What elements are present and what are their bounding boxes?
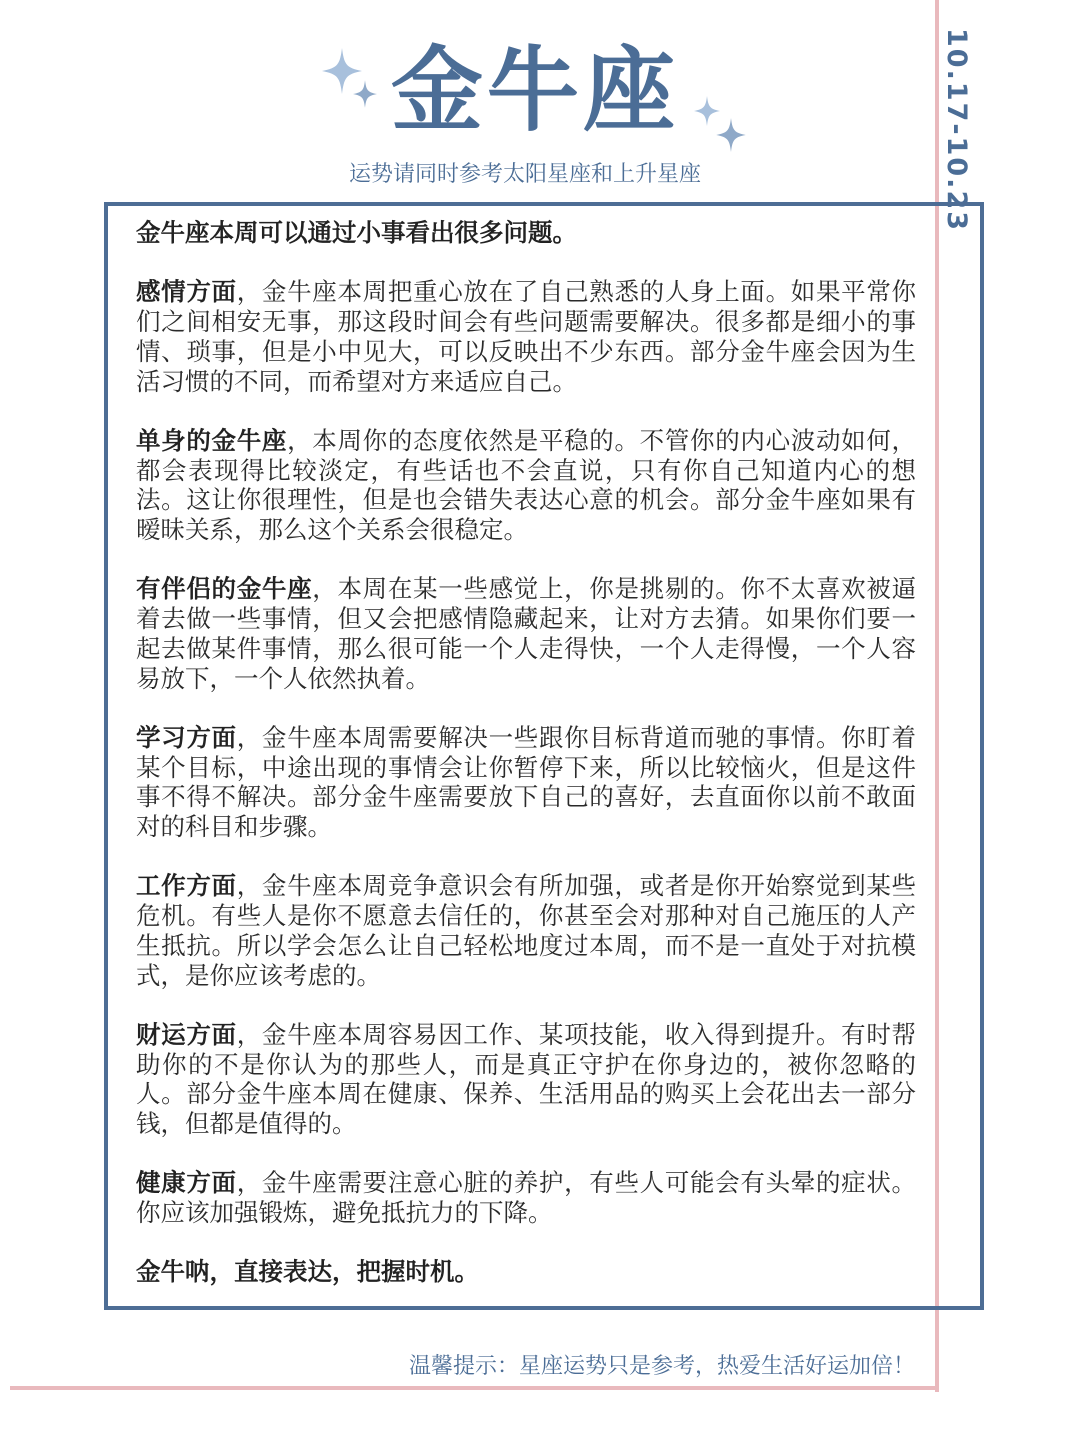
page-title: 金牛座	[390, 37, 679, 144]
section-study: 学习方面，金牛座本周需要解决一些跟你目标背道而驰的事情。你盯着某个目标，中途出现的事情会让你暂停下来，所以比较恼火，但是这件事不得不解决。部分金牛座需要放下自己的喜好，去直面你以前不敢面对的科目和步骤。	[136, 722, 916, 841]
outro-paragraph: 金牛呐，直接表达，把握时机。	[136, 1257, 479, 1287]
date-range: 10.17-10.23	[941, 28, 972, 233]
section-single: 单身的金牛座，本周你的态度依然是平稳的。不管你的内心波动如何，都会表现得比较淡定，有些话也不会直说，只有你自己知道内心的想法。这让你很理性，但是也会错失表达心意的机会。部分金牛座如果有暧昧关系，那么这个关系会很稳定。	[136, 425, 917, 544]
sparkle-icon	[353, 80, 377, 108]
section-health: 健康方面，金牛座需要注意心脏的养护，有些人可能会有头晕的症状。你应该加强锻炼，避免抵抗力的下降。	[136, 1168, 916, 1228]
pink-horizontal-line	[10, 1386, 939, 1390]
section-love: 感情方面，金牛座本周把重心放在了自己熟悉的人身上面。如果平常你们之间相安无事，那这段时间会有些问题需要解决。很多都是细小的事情、琐事，但是小中见大，可以反映出不少东西。部分金牛座会因为生活习惯的不同，而希望对方来适应自己。	[136, 277, 916, 396]
intro-paragraph: 金牛座本周可以通过小事看出很多问题。	[136, 218, 577, 247]
sparkle-icon	[716, 118, 746, 152]
section-wealth: 财运方面，金牛座本周容易因工作、某项技能，收入得到提升。有时帮助你的不是你认为的那些人，而是真正守护在你身边的，被你忽略的人。部分金牛座本周在健康、保养、生活用品的购买上会花出去一部分钱，但都是值得的。	[136, 1019, 916, 1138]
footer-tip: 温馨提示：星座运势只是参考，热爱生活好运加倍！	[408, 1354, 915, 1379]
subtitle: 运势请同时参考太阳星座和上升星座	[348, 162, 701, 187]
horoscope-content	[136, 218, 916, 1317]
section-work: 工作方面，金牛座本周竞争意识会有所加强，或者是你开始察觉到某些危机。有些人是你不愿意去信任的，你甚至会对那种对自己施压的人产生抵抗。所以学会怎么让自己轻松地度过本周，而不是一直处于对抗模式，是你应该考虑的。	[136, 871, 916, 990]
section-partnered: 有伴侣的金牛座，本周在某一些感觉上，你是挑剔的。你不太喜欢被逼着去做一些事情，但又会把感情隐藏起来，让对方去猜。如果你们要一起去做某件事情，那么很可能一个人走得快，一个人走得慢，一个人容易放下，一个人依然执着。	[136, 574, 917, 693]
